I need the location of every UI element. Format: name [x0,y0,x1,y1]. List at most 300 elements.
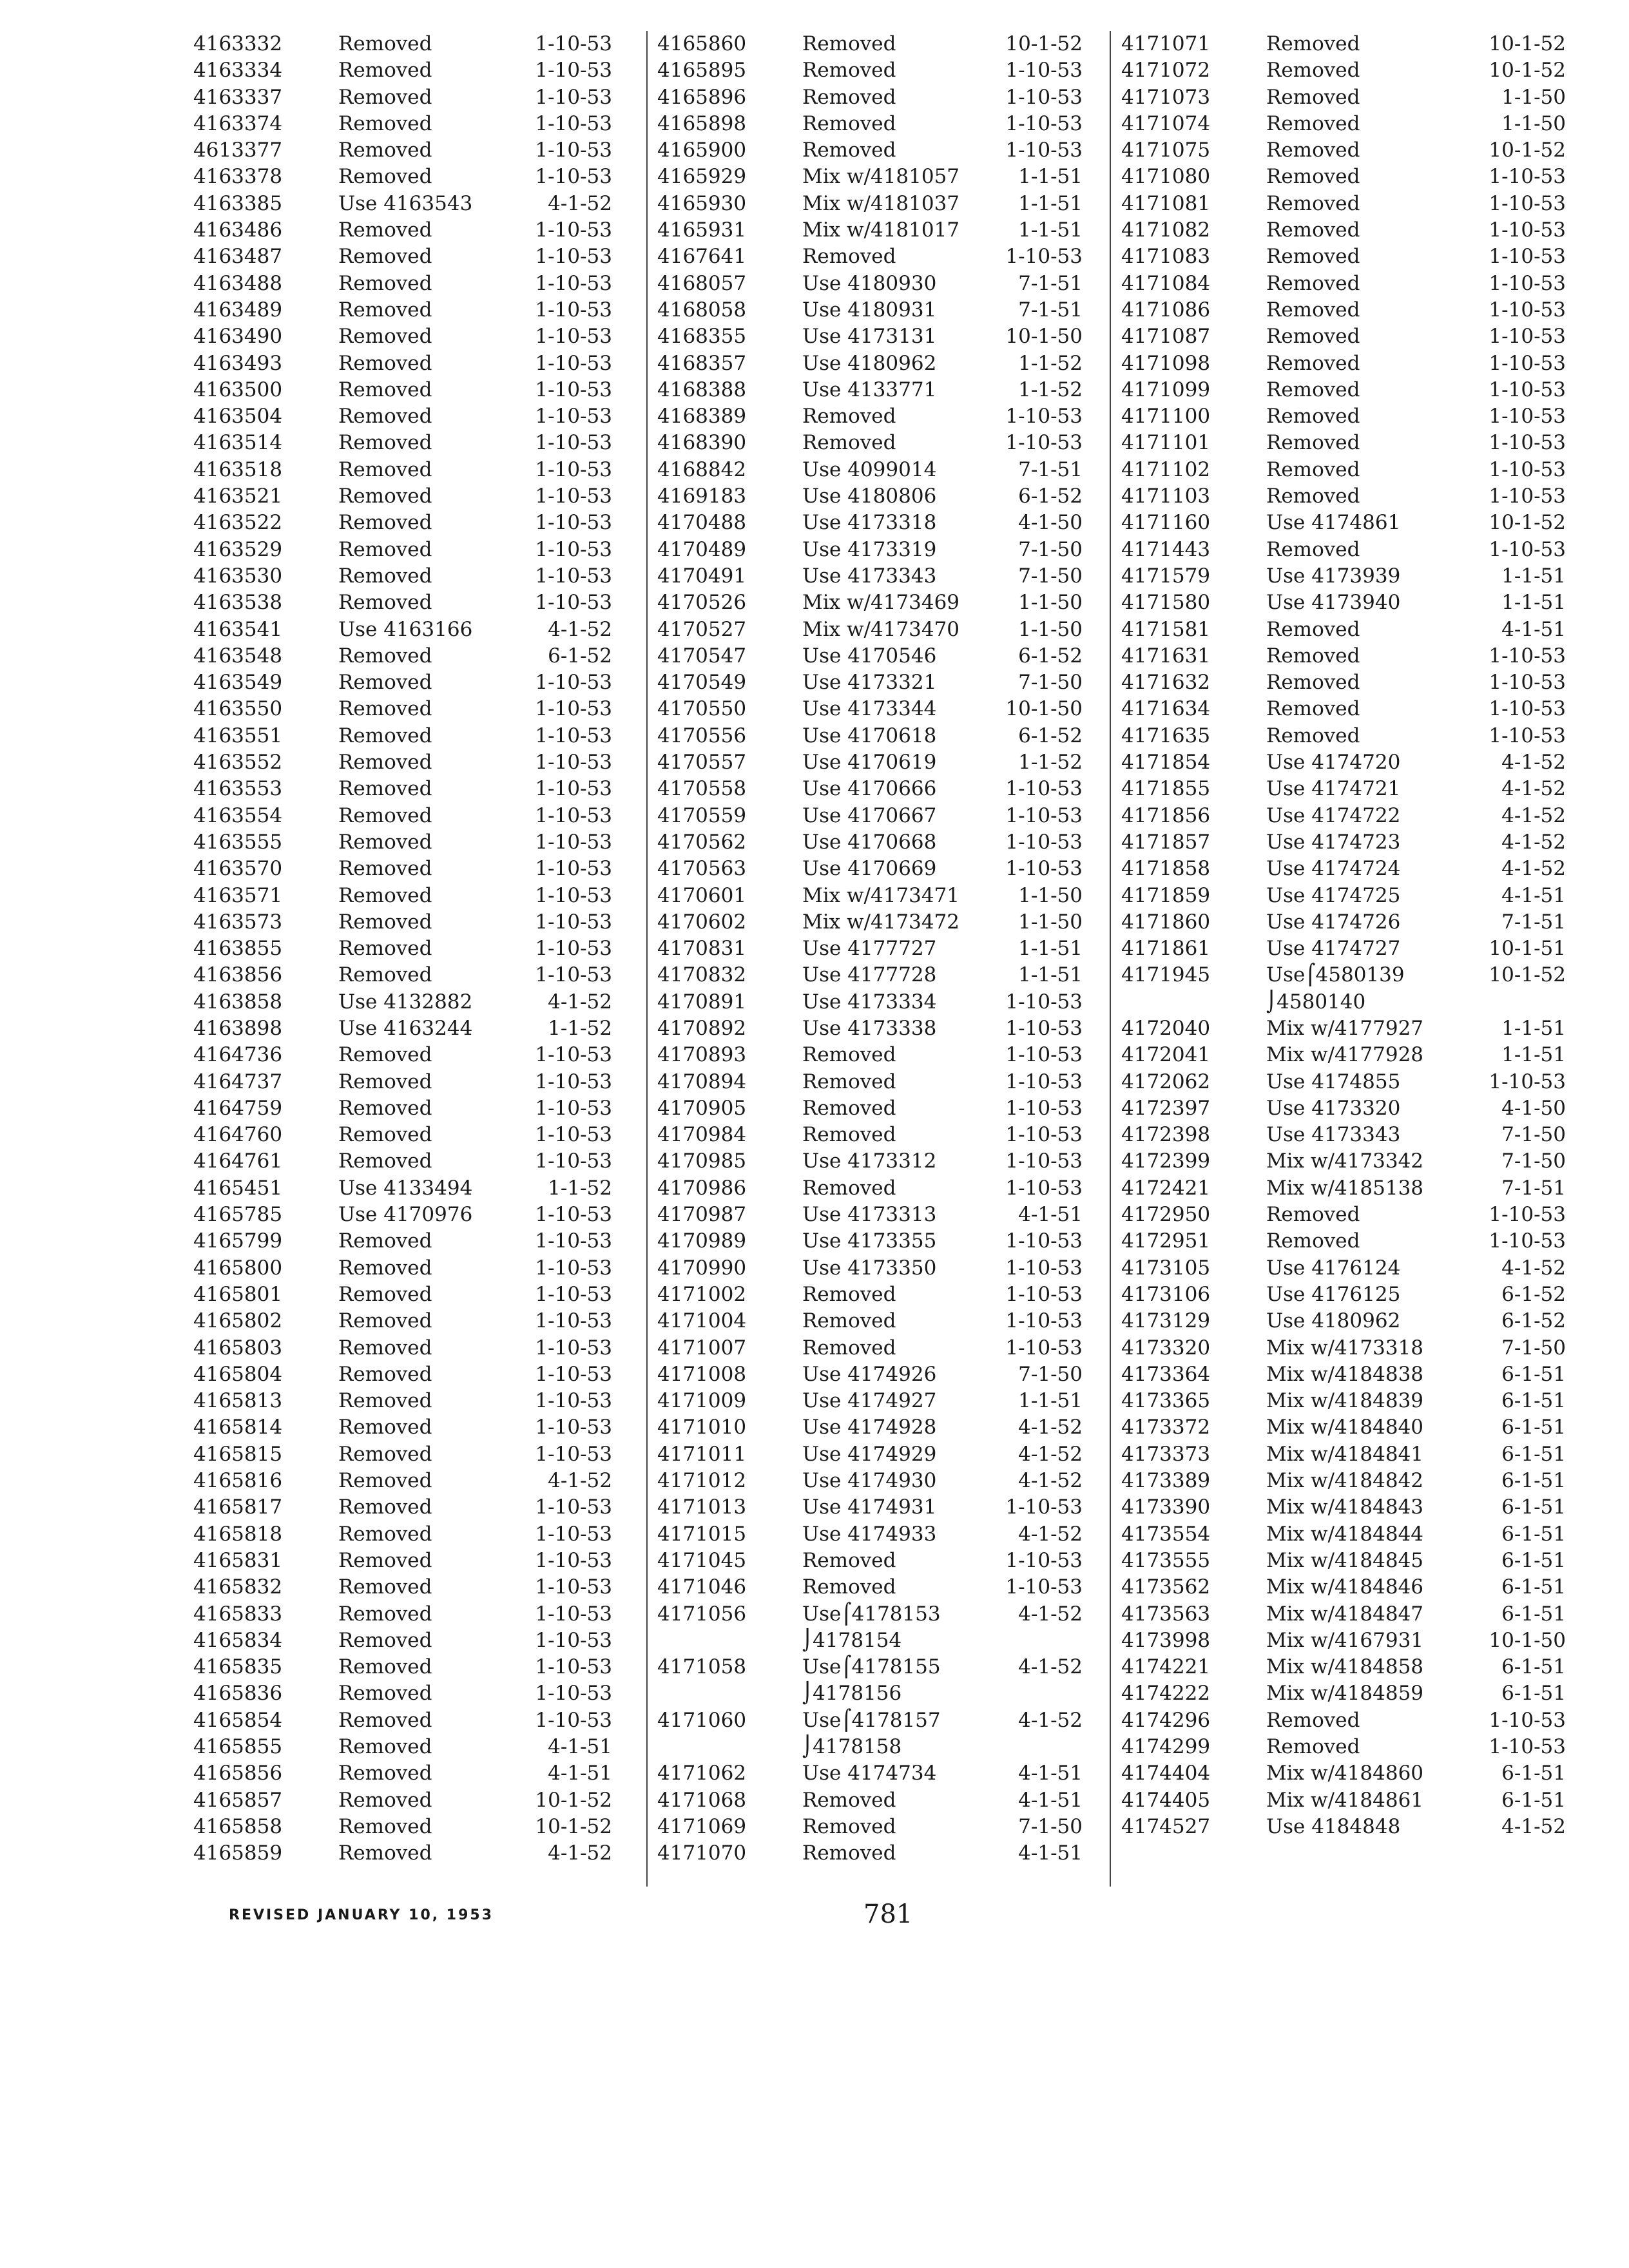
part-number: 4171084 [1121,271,1211,295]
part-row [1121,1441,1572,1468]
part-date: 1-10-53 [535,1096,612,1120]
part-disposition: Removed [338,245,432,269]
part-date: 1-10-53 [1489,191,1566,215]
part-date: 7-1-50 [1501,1123,1566,1147]
part-date: 1-10-53 [535,910,612,934]
part-date: 1-10-53 [1489,671,1566,695]
part-number: 4171855 [1121,777,1211,801]
part-date: 1-10-53 [1005,1149,1083,1173]
part-row [1121,1335,1572,1361]
part-number: 4174221 [1121,1655,1211,1679]
part-disposition: Mix w/4173471 [802,883,960,907]
part-row [193,1734,670,1760]
part-number: 4170984 [657,1123,747,1147]
part-number: 4165816 [193,1469,283,1493]
part-number: 4170526 [657,591,747,615]
part-number: 4168057 [657,271,747,295]
part-number: 4173372 [1121,1416,1211,1439]
part-disposition: Removed [1266,325,1360,349]
part-disposition: Removed [338,564,432,588]
part-date: 6-1-51 [1501,1682,1566,1706]
part-disposition: Use 4180931 [802,298,937,322]
part-number: 4170488 [657,511,747,535]
part-disposition: Use 4174930 [802,1469,937,1493]
part-row [1121,1414,1572,1441]
part-disposition: Removed [1266,245,1360,269]
part-date: 1-10-53 [1489,697,1566,721]
part-disposition: Removed [338,1682,432,1706]
part-date: 4-1-52 [1501,803,1566,827]
part-disposition: Removed [1266,457,1360,481]
part-date: 1-10-53 [1005,857,1083,881]
part-row [657,297,1108,323]
part-row [657,590,1108,616]
part-date: 1-10-53 [1005,405,1083,428]
part-date: 4-1-52 [1501,1814,1566,1838]
part-disposition: ⌡4580140 [1266,990,1366,1014]
part-date: 1-10-53 [1005,1123,1083,1147]
part-disposition: Removed [1266,485,1360,508]
part-number: 4163529 [193,537,283,561]
part-row [193,483,670,510]
part-number: 4173129 [1121,1309,1211,1333]
part-date: 1-10-53 [1005,1548,1083,1572]
part-date: 6-1-52 [1501,1282,1566,1306]
part-date: 10-1-51 [1489,937,1566,961]
part-row [1121,1574,1572,1600]
part-row [193,1361,670,1388]
part-number: 4173390 [1121,1495,1211,1519]
part-disposition: Removed [338,910,432,934]
part-number: 4172397 [1121,1096,1211,1120]
part-number: 4174405 [1121,1788,1211,1812]
part-number: 4174296 [1121,1708,1211,1732]
part-row [1121,1069,1572,1095]
part-row [1121,1468,1572,1494]
part-number: 4170549 [657,671,747,695]
part-row [193,1787,670,1814]
part-row [657,1122,1108,1148]
part-date: 1-1-51 [1501,564,1566,588]
part-date: 1-10-53 [535,405,612,428]
part-date: 1-1-51 [1501,1016,1566,1040]
parts-column-1 [193,31,670,1867]
part-number: 4163553 [193,777,283,801]
part-disposition: Removed [1266,405,1360,428]
part-row [193,1228,670,1254]
part-row [193,563,670,590]
part-row [1121,1601,1572,1628]
part-disposition: Use 4099014 [802,457,937,481]
part-row [657,1175,1108,1202]
part-disposition: Mix w/4184840 [1266,1416,1424,1439]
part-disposition: Removed [338,271,432,295]
part-number: 4163518 [193,457,283,481]
part-number: 4171009 [657,1389,747,1413]
part-disposition: Mix w/4181017 [802,218,960,242]
part-row [1121,776,1572,802]
part-row [1121,989,1572,1015]
part-disposition: Removed [1266,191,1360,215]
part-date: 1-10-53 [1489,457,1566,481]
part-disposition: Removed [1266,644,1360,668]
part-number: 4171443 [1121,537,1211,561]
part-date: 6-1-51 [1501,1548,1566,1572]
part-date: 1-10-53 [535,1149,612,1173]
part-date: 10-1-52 [1489,963,1566,987]
part-disposition: Removed [338,85,432,109]
part-date: 1-1-50 [1018,910,1083,934]
part-number: 4165785 [193,1203,283,1227]
part-disposition: Use 4176124 [1266,1256,1401,1280]
part-row [193,909,670,936]
part-disposition: Mix w/4184838 [1266,1362,1424,1386]
part-date: 1-1-51 [1501,1043,1566,1067]
part-date: 4-1-52 [1501,1256,1566,1280]
part-date: 1-10-53 [535,803,612,827]
part-number: 4165900 [657,139,747,162]
part-disposition: Removed [802,1788,896,1812]
part-disposition: Removed [338,32,432,55]
part-row [657,749,1108,776]
part-row [193,244,670,270]
part-date: 7-1-51 [1018,457,1083,481]
part-number: 4171082 [1121,218,1211,242]
part-number: 4171099 [1121,378,1211,401]
part-disposition: Removed [338,963,432,987]
part-date: 1-10-53 [1005,1096,1083,1120]
part-date: 1-10-53 [535,165,612,189]
part-row [193,696,670,722]
part-disposition: Use 4174927 [802,1389,937,1413]
part-disposition: Use 4173321 [802,671,937,695]
part-date: 1-10-53 [1005,1309,1083,1333]
part-number: 4170547 [657,644,747,668]
part-number: 4163856 [193,963,283,987]
part-date: 4-1-52 [548,1469,612,1493]
part-row [193,590,670,616]
part-row [193,430,670,456]
part-disposition: Removed [338,1708,432,1732]
part-number: 4163337 [193,85,283,109]
part-disposition: Use 4180962 [802,351,937,375]
part-row [193,191,670,217]
part-disposition: Removed [338,1096,432,1120]
part-number: 4165836 [193,1682,283,1706]
part-row [657,403,1108,430]
part-disposition: Use 4177727 [802,937,937,961]
part-date: 1-10-53 [535,1070,612,1093]
part-row [1121,1015,1572,1042]
part-row [657,989,1108,1015]
part-row [657,1521,1108,1548]
part-disposition: Removed [338,857,432,881]
part-row [1121,1095,1572,1122]
part-number: 4167641 [657,245,747,269]
part-row [193,803,670,829]
part-row [657,84,1108,111]
part-date: 1-10-53 [1005,1495,1083,1519]
part-date: 1-10-53 [1489,218,1566,242]
part-number: 4164759 [193,1096,283,1120]
part-number: 4171098 [1121,351,1211,375]
part-disposition: Use 4170669 [802,857,937,881]
part-row [1121,563,1572,590]
part-date: 1-10-53 [535,1282,612,1306]
part-row [193,1521,670,1548]
part-number: 4165813 [193,1389,283,1413]
part-date: 4-1-51 [1018,1841,1083,1865]
part-number: 4174299 [1121,1735,1211,1758]
part-number: 4163855 [193,937,283,961]
part-row [1121,1122,1572,1148]
part-disposition: Use 4173313 [802,1203,937,1227]
part-date: 7-1-50 [1501,1336,1566,1360]
part-disposition: Removed [338,165,432,189]
part-number: 4165451 [193,1176,283,1200]
part-date: 1-10-53 [1005,803,1083,827]
part-disposition: Removed [802,1282,896,1306]
part-row [1121,31,1572,57]
part-row [193,1840,670,1867]
part-disposition: Removed [1266,724,1360,747]
part-disposition: Removed [338,937,432,961]
part-disposition: Mix w/4167931 [1266,1628,1424,1652]
part-disposition: Use 4173318 [802,511,937,535]
part-disposition: Removed [338,697,432,721]
part-date: 4-1-52 [1018,1602,1083,1626]
part-disposition: Use⌠4178153 [802,1602,941,1626]
part-disposition: Removed [338,1628,432,1652]
part-number: 4168842 [657,457,747,481]
part-disposition: Removed [1266,111,1360,135]
part-row [657,856,1108,882]
part-row [1121,164,1572,190]
part-disposition: Removed [338,1282,432,1306]
part-date: 4-1-52 [1018,1469,1083,1493]
part-disposition: Removed [338,1495,432,1519]
part-row [657,1494,1108,1521]
part-row [193,537,670,563]
part-number: 4170893 [657,1043,747,1067]
part-disposition: Removed [1266,537,1360,561]
part-date: 1-10-53 [535,457,612,481]
part-number: 4171071 [1121,32,1211,55]
part-row [657,1441,1108,1468]
part-disposition: Removed [338,724,432,747]
part-date: 1-10-53 [535,937,612,961]
part-number: 4163385 [193,191,283,215]
part-row [1121,1734,1572,1760]
part-disposition: Use 4174931 [802,1495,937,1519]
part-row [1121,723,1572,749]
part-number: 4170894 [657,1070,747,1093]
part-row [193,1494,670,1521]
part-date: 6-1-51 [1501,1469,1566,1493]
part-row [1121,1388,1572,1414]
part-disposition: Removed [1266,1735,1360,1758]
part-number: 4165857 [193,1788,283,1812]
part-number: 4171945 [1121,963,1211,987]
part-disposition: Use 4170619 [802,751,937,774]
part-number: 4165929 [657,165,747,189]
part-disposition: Removed [338,1442,432,1466]
part-number: 4170558 [657,777,747,801]
part-number: 4163898 [193,1016,283,1040]
part-disposition: Removed [1266,1229,1360,1253]
part-disposition: Removed [338,1070,432,1093]
part-number: 4171581 [1121,617,1211,641]
part-date: 7-1-50 [1018,564,1083,588]
part-row [1121,537,1572,563]
part-date: 6-1-51 [1501,1575,1566,1599]
part-date: 6-1-51 [1501,1522,1566,1546]
part-disposition: Use 4170667 [802,803,937,827]
part-row [193,351,670,377]
part-row [657,1069,1108,1095]
part-number: 4173365 [1121,1389,1211,1413]
part-number: 4171100 [1121,405,1211,428]
part-number: 4163334 [193,59,283,82]
part-row [1121,1148,1572,1175]
part-disposition: Use 4174933 [802,1522,937,1546]
part-number: 4170489 [657,537,747,561]
part-row [193,669,670,696]
part-date: 6-1-52 [1018,644,1083,668]
part-disposition: Removed [1266,165,1360,189]
part-date: 10-1-52 [1489,511,1566,535]
part-disposition: Mix w/4177928 [1266,1043,1424,1067]
part-number: 4163571 [193,883,283,907]
part-number: 4165833 [193,1602,283,1626]
part-date: 6-1-51 [1501,1602,1566,1626]
part-number: 4171007 [657,1336,747,1360]
part-row [1121,483,1572,510]
part-date: 1-10-53 [535,271,612,295]
part-disposition: Use 4170546 [802,644,937,668]
part-date: 1-1-50 [1501,85,1566,109]
part-disposition: Use 4174727 [1266,937,1401,961]
part-disposition: Use 4170618 [802,724,937,747]
part-number: 4173106 [1121,1282,1211,1306]
part-row [1121,323,1572,350]
part-row [193,1095,670,1122]
part-disposition: Removed [338,830,432,854]
part-disposition: Removed [338,777,432,801]
part-disposition: Use 4173350 [802,1256,937,1280]
part-row [193,1574,670,1600]
part-disposition: Removed [338,1548,432,1572]
part-date: 4-1-52 [1018,1442,1083,1466]
part-date: 1-10-53 [535,1628,612,1652]
part-disposition: Removed [1266,378,1360,401]
part-disposition: Removed [1266,271,1360,295]
part-number: 4165834 [193,1628,283,1652]
part-disposition: ⌡4178158 [802,1735,902,1758]
part-disposition: Removed [338,537,432,561]
part-number: 4171080 [1121,165,1211,189]
part-date: 1-10-53 [535,1442,612,1466]
part-date: 4-1-51 [1501,617,1566,641]
part-date: 4-1-52 [1018,1522,1083,1546]
part-row [1121,590,1572,616]
part-number: 4171046 [657,1575,747,1599]
part-date: 1-10-53 [1489,245,1566,269]
part-number: 4172950 [1121,1203,1211,1227]
part-number: 4171580 [1121,591,1211,615]
part-date: 7-1-50 [1018,1362,1083,1386]
part-row [1121,510,1572,536]
part-date: 1-1-52 [1018,351,1083,375]
part-number: 4171854 [1121,751,1211,774]
part-number: 4173563 [1121,1602,1211,1626]
revision-note: REVISED JANUARY 10, 1953 [229,1907,494,1923]
part-row [193,989,670,1015]
part-row [657,537,1108,563]
part-number: 4171101 [1121,431,1211,455]
part-number: 4165858 [193,1814,283,1838]
part-disposition: Use 4177728 [802,963,937,987]
part-row [1121,1282,1572,1308]
part-number: 4171635 [1121,724,1211,747]
part-disposition: Use 4184848 [1266,1814,1401,1838]
part-number: 4171856 [1121,803,1211,827]
part-disposition: Use 4173320 [1266,1096,1401,1120]
part-row [657,1255,1108,1282]
part-disposition: Use 4174724 [1266,857,1401,881]
part-number: 4173998 [1121,1628,1211,1652]
part-row [1121,271,1572,297]
part-disposition: Use 4174855 [1266,1070,1401,1093]
part-row [193,962,670,988]
part-disposition: Use 4174721 [1266,777,1401,801]
part-row [193,1122,670,1148]
part-date: 1-10-53 [1005,990,1083,1014]
part-date: 1-10-53 [1489,537,1566,561]
part-row [1121,1228,1572,1254]
part-date: 1-10-53 [535,1416,612,1439]
part-date: 4-1-51 [548,1735,612,1758]
part-row [193,1388,670,1414]
part-row [657,323,1108,350]
part-number: 4165818 [193,1522,283,1546]
part-row [193,936,670,962]
part-disposition: Use 4174929 [802,1442,937,1466]
part-disposition: Removed [802,59,896,82]
part-row [193,510,670,536]
part-date: 1-10-53 [535,857,612,881]
part-number: 4173562 [1121,1575,1211,1599]
part-row [193,297,670,323]
part-date: 10-1-50 [1005,325,1083,349]
part-number: 4171011 [657,1442,747,1466]
part-date: 1-10-53 [1489,298,1566,322]
part-date: 1-10-53 [535,245,612,269]
part-number: 4163570 [193,857,283,881]
part-date: 1-1-51 [1018,963,1083,987]
part-row [193,164,670,190]
part-disposition: Mix w/4184843 [1266,1495,1424,1519]
part-disposition: Removed [338,485,432,508]
part-row [1121,1521,1572,1548]
part-row [1121,403,1572,430]
part-disposition: Removed [338,218,432,242]
part-row [193,776,670,802]
part-row [1121,1654,1572,1680]
part-number: 4163332 [193,32,283,55]
part-number: 4171579 [1121,564,1211,588]
part-disposition: Mix w/4173342 [1266,1149,1424,1173]
